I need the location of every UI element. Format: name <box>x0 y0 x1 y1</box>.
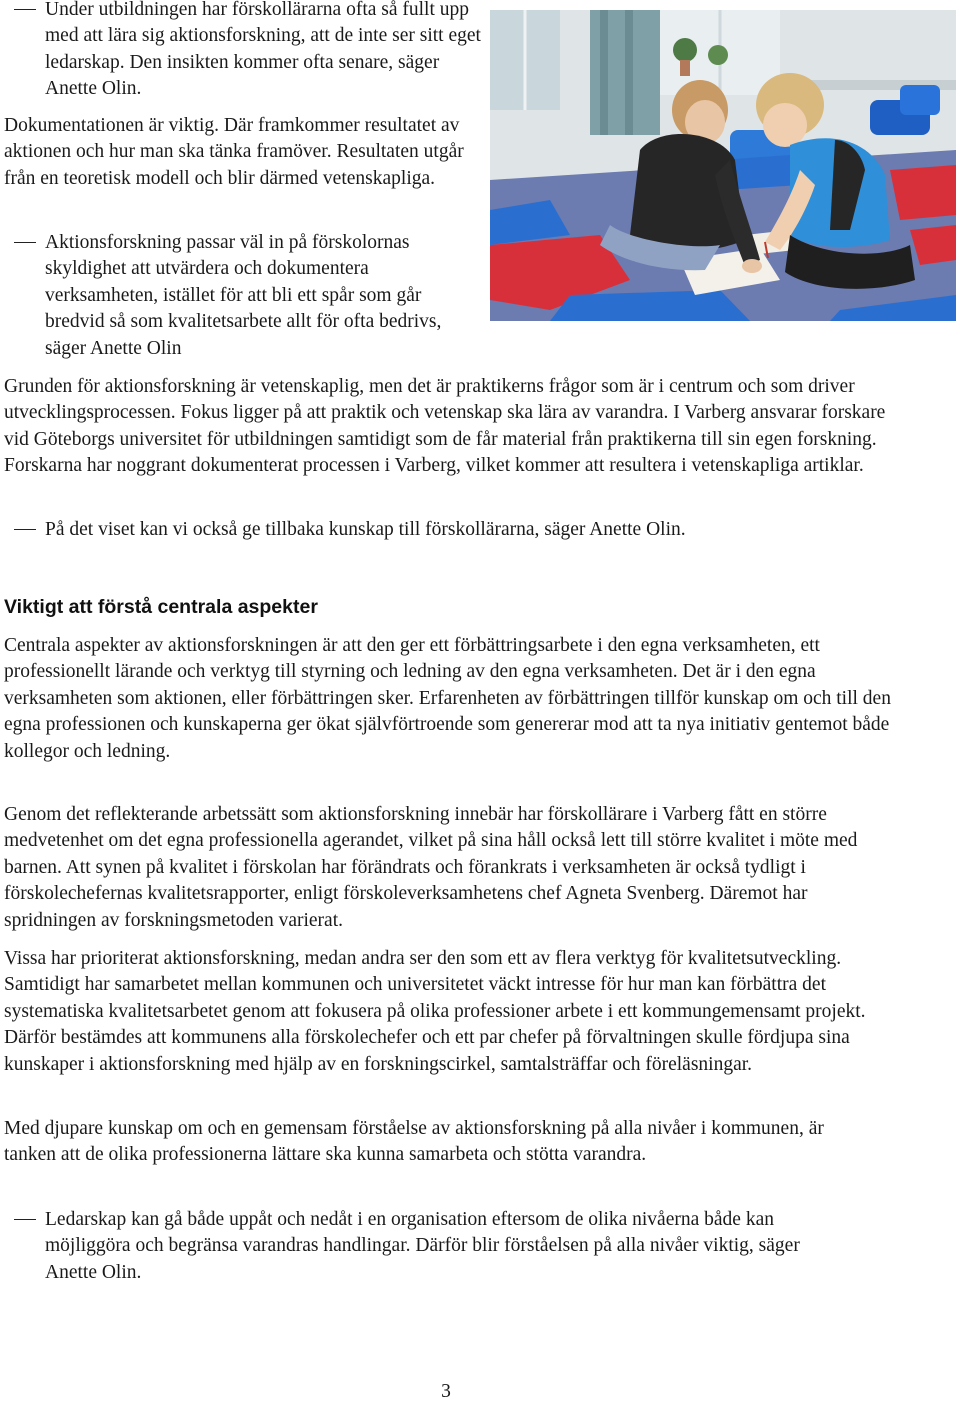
paragraph-central-aspects: Centrala aspekter av aktionsforskningen är att den ger ett förbättringsarbete i den egna verksamheten, ett professionellt lärande och verktyg till styrning och ledning av den egna verksamheten. Det är i den egna verksamheten som aktionen, eller förbättringen sker. Erfarenheten av förbättringen tillför kunskap om och till den egna professionen och kunskaperna ger ökat självförtroende som genererar mod att ta nya initiativ gentemot både kollegor och ledning. <box>4 635 891 762</box>
dash-icon <box>14 1219 36 1220</box>
photo-two-women-writing-icon <box>490 10 956 321</box>
paragraph-grunden: Grunden för aktionsforskning är vetenskaplig, men det är praktikerns frågor som är i centrum och som driver utvecklingsprocessen. Fokus ligger på att praktik och vetenskap ska lära av varandra. I Varberg ansvarar forskare vid Göteborgs universitet för utbildningen samtidigt som de får material från praktikerna till sin egen forskning. Forskarna har noggrant dokumenterat processen i Varberg, vilket kommer att resultera i vetenskapliga artiklar. <box>4 376 886 477</box>
quote-top <box>4 0 485 103</box>
section-heading: Viktigt att förstå centrala aspekter <box>4 596 318 618</box>
quote-leadership-text: Ledarskap kan gå både uppåt och nedåt i en organisation eftersom de olika nivåerna både kan möjliggöra och begränsa varandras handlingar. Därför blir förståelsen på alla nivåer viktig, säger Anette Olin. <box>45 1209 800 1283</box>
quote-documentation <box>4 230 477 362</box>
quote-top-text: Under utbildningen har förskollärarna ofta så fullt upp med att lära sig aktionsforskning, att de inte ser sitt eget ledarskap. Den insikten kommer ofta senare, säger Anette Olin. <box>45 0 481 100</box>
quote-knowledge-text: På det viset kan vi också ge tillbaka kunskap till förskollärarna, säger Anette Olin. <box>45 519 686 540</box>
paragraph-reflective: Genom det reflekterande arbetssätt som aktionsforskning innebär har förskollärare i Varberg fått en större medvetenhet om det egna professionella agerandet, vilket på sina håll också lett till större kvalitet i möte med barnen. Att synen på kvalitet i förskolan har förändrats och förankrats i verksamheten är också tydligt i förskolechefernas kvalitetsrapporter, enligt förskoleverksamhetens chef Agneta Svenberg. Däremot har spridningen av forskningsmetoden varierat. <box>4 804 858 931</box>
paragraph-priority: Vissa har prioriterat aktionsforskning, medan andra ser den som ett av flera verktyg för kvalitetsutveckling. Samtidigt har samarbetet mellan kommunen och universitetet väckt intresse för hur man kan förbättra det systematiska kvalitetsarbetet genom att fokusera på olika professioner arbete i ett kommungemensamt projekt. Därför bestämdes att kommunens alla förskolechefer och ett par chefer på förvaltningen skulle fördjupa sina kunskaper i aktionsforskning med hjälp av en forskningscirkel, samtalsträffar och föreläsningar. <box>4 948 866 1075</box>
quote-documentation-text: Aktionsforskning passar väl in på förskolornas skyldighet att utvärdera och dokumentera verksamheten, istället för att bli ett spår som går bredvid så som kvalitetsarbete allt för ofta bedrivs, säger Anette Olin <box>45 232 442 359</box>
page-number: 3 <box>441 1381 451 1402</box>
paragraph-documentation: Dokumentationen är viktig. Där framkommer resultatet av aktionen och hur man ska tänka framöver. Resultaten utgår från en teoretisk modell och blir därmed vetenskapliga. <box>4 115 464 189</box>
paragraph-deeper: Med djupare kunskap om och en gemensam förståelse av aktionsforskning på alla nivåer i kommunen, är tanken att de olika professionerna lättare ska kunna samarbeta och stötta varandra. <box>4 1118 824 1166</box>
dash-icon <box>14 9 36 10</box>
dash-icon <box>14 529 36 530</box>
dash-icon <box>14 242 36 243</box>
photo-teachers <box>490 10 956 321</box>
quote-leadership <box>4 1207 845 1286</box>
quote-knowledge <box>4 517 895 543</box>
